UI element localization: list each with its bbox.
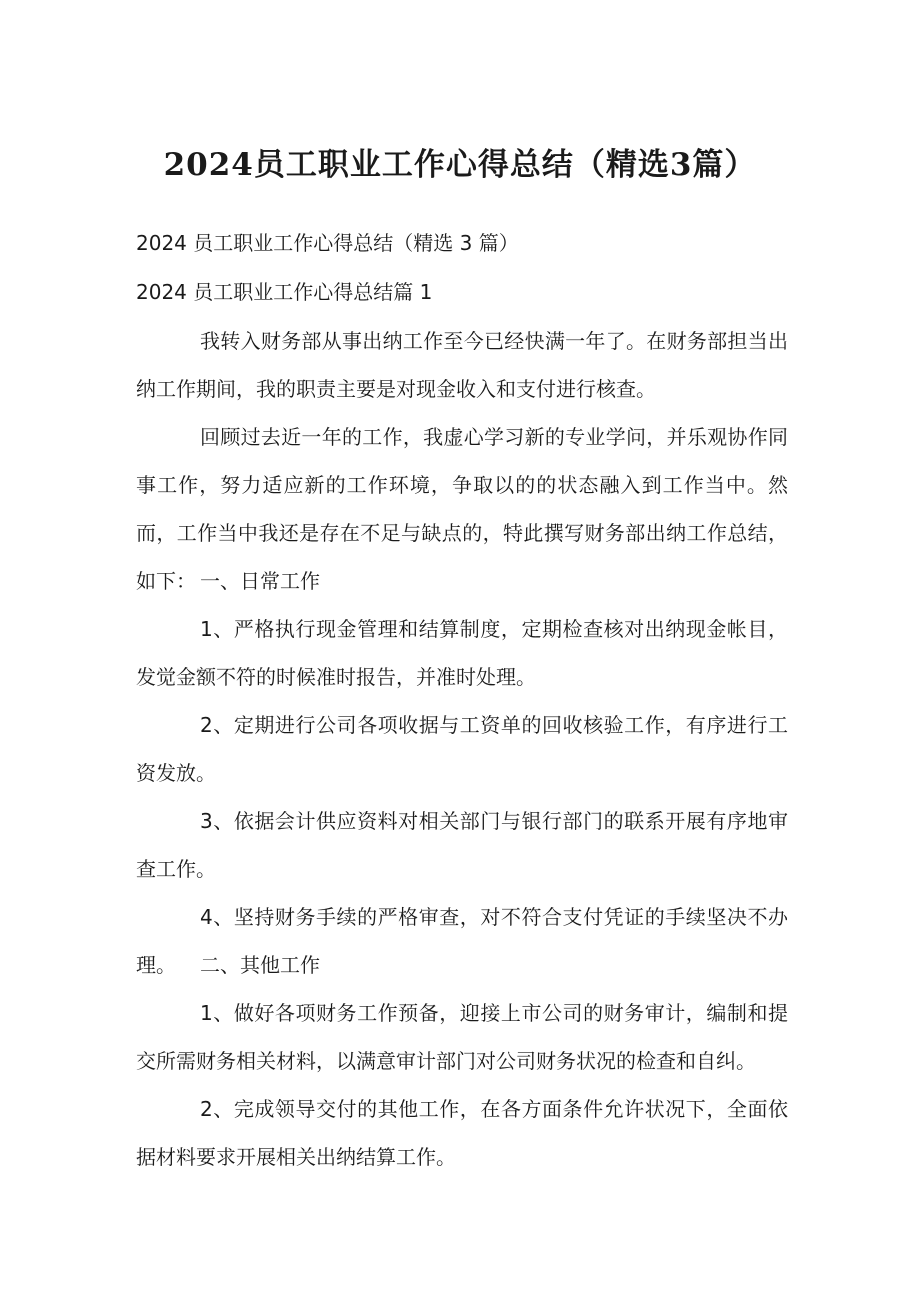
paragraph: 回顾过去近一年的工作，我虚心学习新的专业学问，并乐观协作同事工作，努力适应新的工作环境，争取以的的状态融入到工作当中。然而，工作当中我还是存在不足与缺点的，特此撰写财务部出纳工作总结，如下： [136,425,788,593]
paragraph: 3、依据会计供应资料对相关部门与银行部门的联系开展有序地审查工作。 [136,809,788,881]
paragraph: 4、坚持财务手续的严格审查，对不符合支付凭证的手续坚决不办理。 [136,905,788,977]
subheading-other-work: 二、其他工作 [200,953,320,977]
paragraph: 我转入财务部从事出纳工作至今已经快满一年了。在财务部担当出纳工作期间，我的职责主要是对现金收入和支付进行核查。 [136,329,788,401]
subheading-daily-work: 一、日常工作 [200,569,320,593]
paragraph: 2、完成领导交付的其他工作，在各方面条件允许状况下，全面依据材料要求开展相关出纳结算工作。 [136,1097,788,1169]
document-title: 2024员工职业工作心得总结（精选3篇） [163,147,757,183]
document-subtitle: 2024 员工职业工作心得总结（精选 3 篇） [136,231,519,255]
paragraph: 1、严格执行现金管理和结算制度，定期检查核对出纳现金帐目，发觉金额不符的时候准时报告，并准时处理。 [136,617,788,689]
paragraph: 2、定期进行公司各项收据与工资单的回收核验工作，有序进行工资发放。 [136,713,788,785]
paragraph: 1、做好各项财务工作预备，迎接上市公司的财务审计，编制和提交所需财务相关材料，以满意审计部门对公司财务状况的检查和自纠。 [136,1001,788,1073]
section-heading: 2024 员工职业工作心得总结篇 1 [136,280,433,304]
